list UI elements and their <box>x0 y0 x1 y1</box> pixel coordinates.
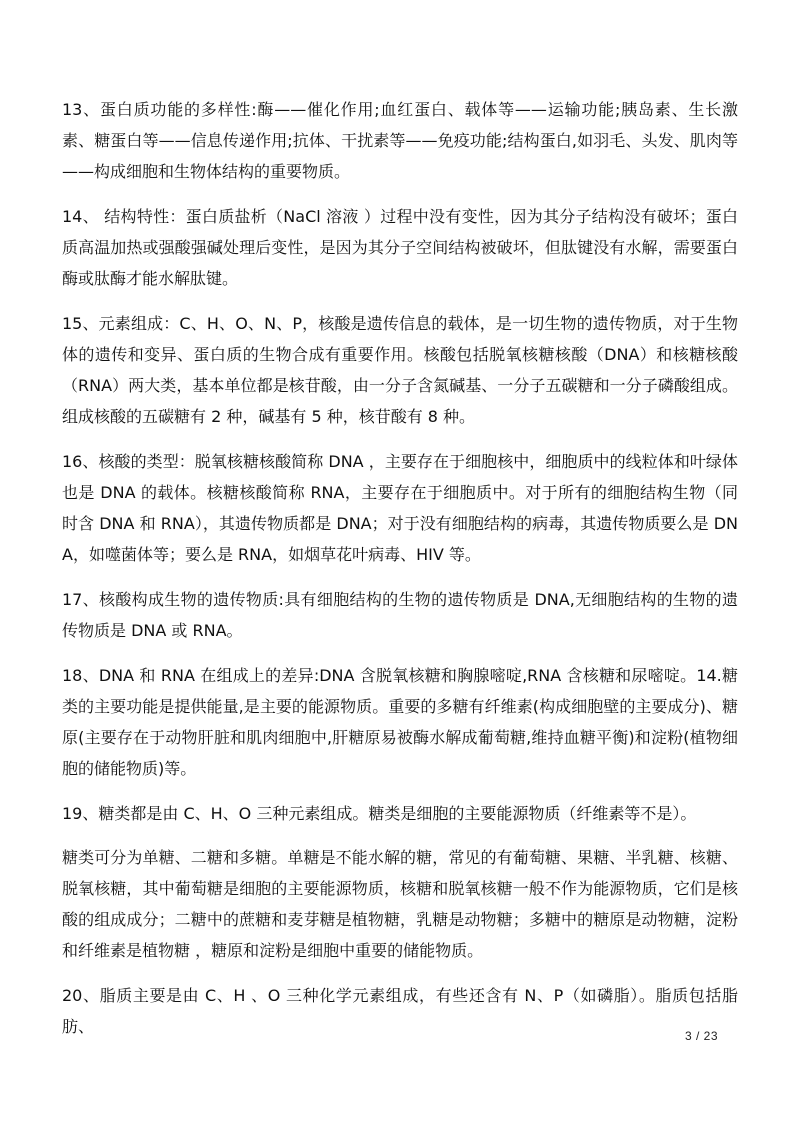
paragraph-sugar-types: 糖类可分为单糖、二糖和多糖。单糖是不能水解的糖，常见的有葡萄糖、果糖、半乳糖、核糖、脱氧核糖，其中葡萄糖是细胞的主要能源物质，核糖和脱氧核糖一般不作为能源物质，它们是核酸的组成成分；二糖中的蔗糖和麦芽糖是植物糖，乳糖是动物糖；多糖中的糖原是动物糖，淀粉和纤维素是植物糖 ，糖原和淀粉是细胞中重要的储能物质。 <box>62 848 738 960</box>
paragraph-20: 20、脂质主要是由 C、H 、O 三种化学元素组成，有些还含有 N、P（如磷脂）。脂质包括脂肪、 <box>62 986 738 1036</box>
page-number: 3 / 23 <box>684 1029 718 1043</box>
paragraph-13: 13、蛋白质功能的多样性:酶——催化作用;血红蛋白、载体等——运输功能;胰岛素、生长激素、糖蛋白等——信息传递作用;抗体、干扰素等——免疫功能;结构蛋白,如羽毛、头发、肌肉等——构成细胞和生物体结构的重要物质。 <box>62 100 738 181</box>
paragraph-17: 17、核酸构成生物的遗传物质:具有细胞结构的生物的遗传物质是 DNA,无细胞结构的生物的遗传物质是 DNA 或 RNA。 <box>62 590 738 640</box>
document-body <box>62 94 738 1056</box>
paragraph-18: 18、DNA 和 RNA 在组成上的差异:DNA 含脱氧核糖和胸腺嘧啶,RNA 含核糖和尿嘧啶。14.糖类的主要功能是提供能量,是主要的能源物质。重要的多糖有纤维素(构成细胞壁的主要成分)、糖原(主要存在于动物肝脏和肌肉细胞中,肝糖原易被酶水解成葡萄糖,维持血糖平衡)和淀粉(植物细胞的储能物质)等。 <box>62 666 738 778</box>
paragraph-14: 14、 结构特性：蛋白质盐析（NaCl 溶液 ）过程中没有变性，因为其分子结构没有破坏；蛋白质高温加热或强酸强碱处理后变性，是因为其分子空间结构被破坏，但肽键没有水解，需要蛋白酶或肽酶才能水解肽键。 <box>62 207 738 288</box>
paragraph-16: 16、核酸的类型：脱氧核糖核酸简称 DNA ，主要存在于细胞核中，细胞质中的线粒体和叶绿体也是 DNA 的载体。核糖核酸简称 RNA，主要存在于细胞质中。对于所有的细胞结构生物（同时含 DNA 和 RNA），其遗传物质都是 DNA；对于没有细胞结构的病毒，其遗传物质要么是 DNA，如噬菌体等；要么是 RNA，如烟草花叶病毒、HIV 等。 <box>62 452 738 564</box>
paragraph-19: 19、糖类都是由 C、H、O 三种元素组成。糖类是细胞的主要能源物质（纤维素等不是）。 <box>62 804 697 823</box>
paragraph-15: 15、元素组成：C、H、O、N、P，核酸是遗传信息的载体，是一切生物的遗传物质，对于生物体的遗传和变异、蛋白质的生物合成有重要作用。核酸包括脱氧核糖核酸（DNA）和核糖核酸（RNA）两大类，基本单位都是核苷酸，由一分子含氮碱基、一分子五碳糖和一分子磷酸组成。组成核酸的五碳糖有 2 种，碱基有 5 种，核苷酸有 8 种。 <box>62 314 738 426</box>
